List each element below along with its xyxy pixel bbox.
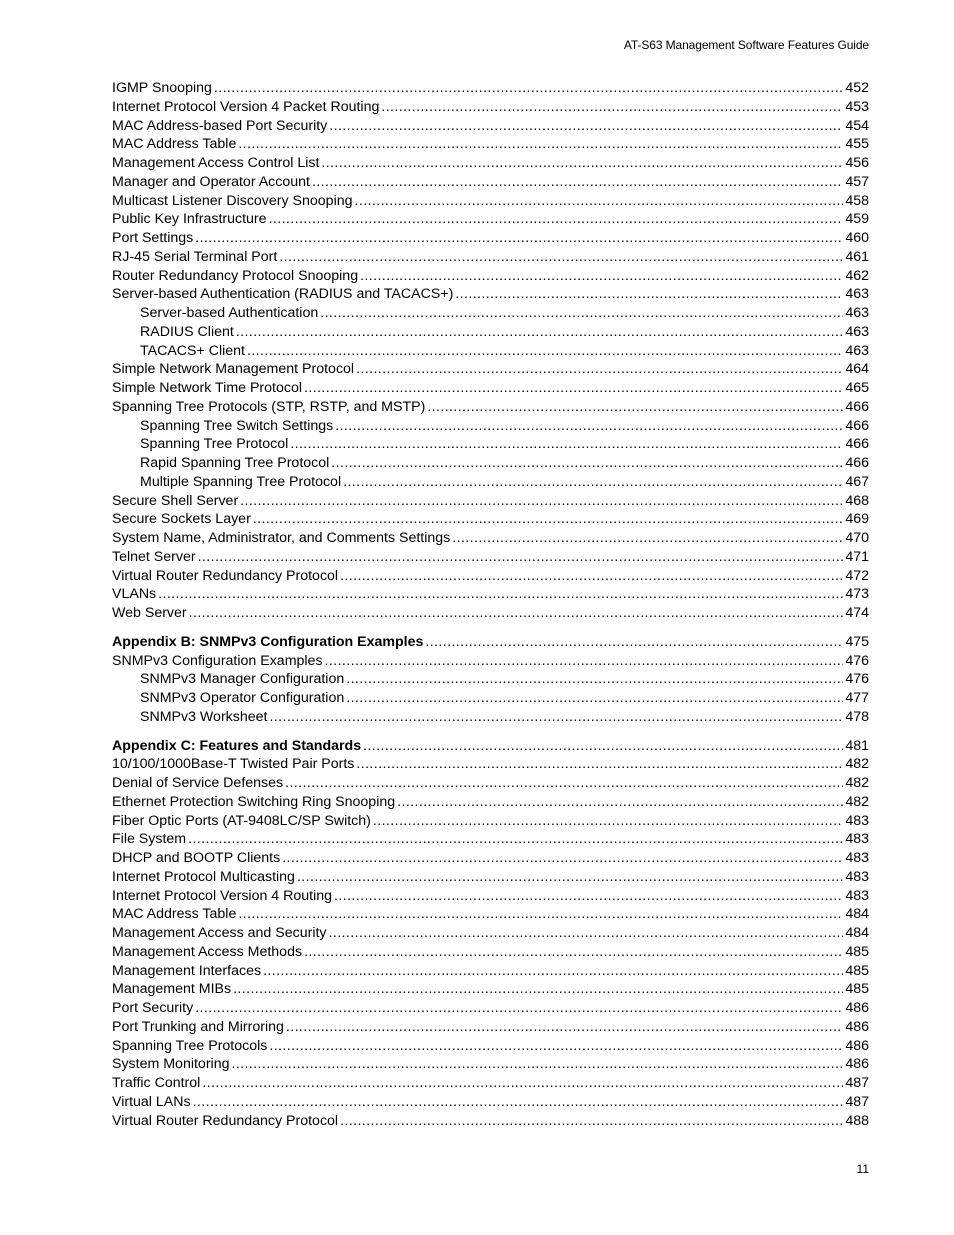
dot-leader [325,652,844,671]
toc-section-heading[interactable] [112,633,869,652]
toc-entry-title: Spanning Tree Switch Settings [140,417,334,434]
toc-entry-title: SNMPv3 Operator Configuration [140,690,345,706]
toc-entry[interactable] [112,398,869,417]
toc-entry-page-number: 462 [845,267,869,284]
toc-entry-title: RJ-45 Serial Terminal Port [112,248,278,265]
toc-entry-title: Port Trunking and Mirroring [112,1018,284,1035]
toc-entry-title: Ethernet Protection Switching Ring Snooping [112,793,396,810]
toc-entry-title: Router Redundancy Protocol Snooping [112,267,359,284]
toc-entry-title: Virtual Router Redundancy Protocol [112,567,339,584]
toc-entry-title: Internet Protocol Version 4 Routing [112,887,333,904]
toc-entry[interactable] [112,154,869,173]
toc-entry-page-number: 472 [845,567,869,584]
dot-leader [355,192,844,211]
toc-entry-title: SNMPv3 Manager Configuration [140,671,345,688]
toc-entry-title: Internet Protocol Multicasting [112,868,295,885]
toc-entry[interactable] [112,548,869,567]
toc-entry-page-number: 484 [845,925,869,941]
dot-leader [247,342,843,361]
toc-entry[interactable] [112,905,869,924]
toc-entry-title: Appendix C: Features and Standards [112,737,362,754]
dot-leader [214,79,843,98]
toc-entry[interactable] [112,267,869,286]
toc-entry[interactable] [112,435,869,454]
toc-entry-title: TACACS+ Client [140,342,245,359]
dot-leader [297,868,843,887]
toc-entry[interactable] [112,868,869,887]
toc-entry-title: Denial of Service Defenses [112,775,284,791]
toc-entry[interactable] [112,117,869,136]
table-of-contents [112,79,869,1130]
toc-entry[interactable] [112,417,869,436]
toc-entry[interactable] [112,323,869,342]
toc-entry-title: Rapid Spanning Tree Protocol [140,455,330,471]
toc-entry-title: Management Access Control List [112,155,320,171]
dot-leader [335,417,843,436]
toc-entry-page-number: 461 [845,248,869,265]
toc-entry-title: RADIUS Client [140,323,234,340]
dot-leader [452,529,843,548]
dot-leader [381,98,843,117]
toc-entry-title: Appendix B: SNMPv3 Configuration Examples [112,633,424,650]
toc-entry[interactable] [112,943,869,962]
toc-entry-page-number: 466 [845,398,869,415]
toc-entry-page-number: 463 [845,323,869,340]
toc-section-heading[interactable] [112,737,869,756]
toc-entry-title: SNMPv3 Configuration Examples [112,652,323,669]
toc-entry-page-number: 488 [845,1112,869,1129]
toc-entry-page-number: 476 [845,671,869,688]
toc-entry[interactable] [112,980,869,999]
toc-entry-page-number: 458 [845,192,869,209]
toc-entry-title: SNMPv3 Worksheet [140,708,268,725]
toc-entry-title: Telnet Server [112,548,196,565]
toc-entry-page-number: 486 [845,1037,869,1054]
dot-leader [198,548,844,567]
toc-entry[interactable] [112,379,869,398]
toc-entry-title: Public Key Infrastructure [112,211,267,228]
toc-entry-page-number: 476 [845,652,869,669]
toc-entry[interactable] [112,1055,869,1074]
toc-entry-page-number: 452 [845,80,869,96]
toc-entry-title: Spanning Tree Protocol [140,436,289,453]
toc-entry-page-number: 470 [845,530,869,546]
toc-entry[interactable] [112,652,869,671]
dot-leader [279,248,843,267]
toc-entry[interactable] [112,192,869,211]
toc-entry[interactable] [112,229,869,248]
dot-leader [356,755,843,774]
dot-leader [304,379,843,398]
dot-leader [233,980,843,999]
dot-leader [329,924,844,943]
toc-entry-title: Simple Network Time Protocol [112,380,303,396]
toc-entry-page-number: 459 [845,211,869,228]
dot-leader [304,943,843,962]
toc-entry-title: Multicast Listener Discovery Snooping [112,192,353,209]
toc-entry-title: Spanning Tree Protocols [112,1037,268,1054]
toc-entry-page-number: 465 [845,380,869,396]
toc-entry-page-number: 486 [845,1018,869,1035]
dot-leader [455,285,843,304]
dot-leader [340,567,843,586]
toc-entry-page-number: 475 [845,633,869,650]
toc-entry-title: Management Access Methods [112,943,303,960]
dot-leader [269,1037,843,1056]
toc-entry-title: System Monitoring [112,1056,230,1073]
dot-leader [425,633,843,652]
toc-entry-page-number: 467 [845,473,869,490]
toc-entry-page-number: 454 [845,117,869,134]
toc-entry-title: Fiber Optic Ports (AT-9408LC/SP Switch) [112,812,371,829]
toc-entry[interactable] [112,473,869,492]
toc-entry[interactable] [112,304,869,323]
toc-entry[interactable] [112,774,869,793]
toc-entry[interactable] [112,887,869,906]
toc-entry-page-number: 485 [845,962,869,979]
toc-entry-page-number: 485 [845,981,869,998]
dot-leader [193,1093,844,1112]
dot-leader [320,304,843,323]
dot-leader [269,210,844,229]
dot-leader [356,360,843,379]
toc-entry[interactable] [112,708,869,727]
toc-entry-page-number: 482 [845,756,869,773]
dot-leader [343,473,843,492]
toc-entry-title: Virtual Router Redundancy Protocol [112,1112,339,1129]
toc-entry-title: Manager and Operator Account [112,173,310,190]
toc-entry[interactable] [112,585,869,604]
toc-entry-page-number: 471 [845,548,869,565]
dot-leader [231,1055,843,1074]
dot-leader [363,737,843,756]
toc-entry-page-number: 466 [845,417,869,434]
toc-entry-title: Traffic Control [112,1075,201,1091]
toc-entry[interactable] [112,79,869,98]
toc-entry[interactable] [112,1018,869,1037]
dot-leader [331,454,843,473]
dot-leader [195,229,843,248]
toc-entry-title: MAC Address-based Port Security [112,117,328,134]
toc-entry-title: Management Access and Security [112,925,327,941]
dot-leader [346,670,843,689]
toc-entry[interactable] [112,962,869,981]
toc-entry-title: Port Security [112,1000,194,1016]
dot-leader [340,1112,843,1131]
toc-entry-title: Virtual LANs [112,1093,191,1110]
toc-entry[interactable] [112,529,869,548]
dot-leader [195,999,843,1018]
toc-entry-page-number: 460 [845,230,869,246]
toc-entry-page-number: 463 [845,286,869,303]
dot-leader [290,435,843,454]
toc-entry-page-number: 483 [845,850,869,866]
dot-leader [236,323,844,342]
toc-entry-page-number: 483 [845,887,869,904]
toc-entry-page-number: 481 [845,737,869,754]
toc-entry-page-number: 487 [845,1093,869,1110]
dot-leader [373,812,843,831]
toc-entry-page-number: 453 [845,98,869,115]
toc-entry-title: VLANs [112,586,157,603]
toc-entry[interactable] [112,1037,869,1056]
toc-entry[interactable] [112,98,869,117]
toc-entry[interactable] [112,830,869,849]
dot-leader [269,708,843,727]
toc-entry[interactable] [112,1093,869,1112]
toc-entry-title: Server-based Authentication [140,305,319,321]
toc-entry[interactable] [112,360,869,379]
dot-leader [188,830,843,849]
dot-leader [238,905,843,924]
running-header: AT-S63 Management Software Features Guide [623,38,869,52]
toc-entry[interactable] [112,670,869,689]
toc-entry-title: Simple Network Management Protocol [112,361,355,378]
dot-leader [334,887,843,906]
dot-leader [158,585,843,604]
toc-entry-page-number: 463 [845,342,869,359]
toc-entry[interactable] [112,285,869,304]
dot-leader [346,689,843,708]
toc-entry-page-number: 484 [845,906,869,923]
toc-entry-title: Spanning Tree Protocols (STP, RSTP, and MSTP) [112,398,426,415]
toc-entry-title: MAC Address Table [112,906,237,923]
toc-entry-page-number: 469 [845,511,869,528]
toc-entry[interactable] [112,755,869,774]
dot-leader [321,154,843,173]
toc-entry-title: IGMP Snooping [112,80,212,96]
dot-leader [286,1018,843,1037]
toc-entry[interactable] [112,1074,869,1093]
toc-entry-page-number: 468 [845,492,869,509]
toc-entry[interactable] [112,173,869,192]
toc-entry[interactable] [112,510,869,529]
toc-entry-page-number: 466 [845,455,869,471]
toc-entry-page-number: 483 [845,812,869,829]
toc-entry[interactable] [112,849,869,868]
toc-entry-page-number: 464 [845,361,869,378]
toc-entry-page-number: 457 [845,173,869,190]
dot-leader [263,962,843,981]
toc-entry-page-number: 463 [845,305,869,321]
toc-entry[interactable] [112,604,869,623]
toc-entry-title: Server-based Authentication (RADIUS and TACACS+) [112,286,454,303]
toc-entry-page-number: 482 [845,775,869,791]
page-number: 11 [856,1162,869,1176]
toc-entry[interactable] [112,567,869,586]
toc-entry-title: Management Interfaces [112,962,262,979]
dot-leader [238,135,843,154]
toc-entry-page-number: 486 [845,1000,869,1016]
toc-entry[interactable] [112,248,869,267]
dot-leader [189,604,844,623]
dot-leader [360,267,843,286]
toc-entry-page-number: 473 [845,586,869,603]
dot-leader [253,510,844,529]
toc-entry-page-number: 478 [845,708,869,725]
toc-entry[interactable] [112,812,869,831]
toc-entry[interactable] [112,210,869,229]
dot-leader [329,117,843,136]
dot-leader [312,173,843,192]
toc-entry-title: File System [112,831,187,848]
toc-entry-page-number: 474 [845,605,869,621]
toc-entry-title: MAC Address Table [112,136,237,153]
toc-entry[interactable] [112,492,869,511]
toc-entry-title: Internet Protocol Version 4 Packet Routing [112,98,380,115]
toc-entry-page-number: 456 [845,155,869,171]
toc-entry-page-number: 482 [845,793,869,810]
dot-leader [202,1074,843,1093]
dot-leader [427,398,843,417]
dot-leader [240,492,843,511]
dot-leader [282,849,843,868]
toc-entry[interactable] [112,454,869,473]
toc-entry-title: Secure Sockets Layer [112,511,251,528]
toc-entry[interactable] [112,342,869,361]
toc-entry-title: Multiple Spanning Tree Protocol [140,473,342,490]
toc-entry[interactable] [112,1112,869,1131]
toc-entry[interactable] [112,793,869,812]
toc-entry-title: Management MIBs [112,981,232,998]
toc-entry-page-number: 466 [845,436,869,453]
toc-entry-page-number: 487 [845,1075,869,1091]
toc-entry[interactable] [112,689,869,708]
toc-entry-title: Port Settings [112,230,194,246]
toc-entry-title: DHCP and BOOTP Clients [112,850,281,866]
toc-entry-page-number: 477 [845,690,869,706]
toc-entry-page-number: 483 [845,831,869,848]
toc-entry[interactable] [112,135,869,154]
dot-leader [285,774,843,793]
toc-entry-page-number: 485 [845,943,869,960]
toc-entry-page-number: 486 [845,1056,869,1073]
toc-entry-page-number: 483 [845,868,869,885]
toc-entry[interactable] [112,924,869,943]
toc-entry-page-number: 455 [845,136,869,153]
toc-entry-title: 10/100/1000Base-T Twisted Pair Ports [112,756,355,773]
toc-entry-title: Secure Shell Server [112,492,239,509]
dot-leader [397,793,843,812]
toc-entry-title: Web Server [112,605,187,621]
toc-entry-title: System Name, Administrator, and Comments Settings [112,530,451,546]
toc-entry[interactable] [112,999,869,1018]
